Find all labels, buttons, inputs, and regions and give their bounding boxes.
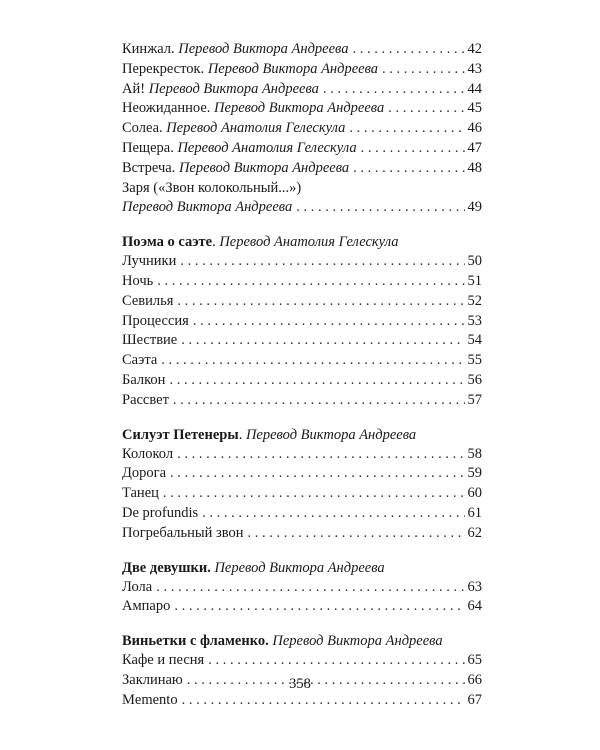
entry-page: 48: [467, 159, 482, 176]
entry-title: Кафе и песня: [122, 652, 205, 669]
toc-entry: [122, 691, 482, 711]
entry-title: Неожиданное.: [122, 100, 211, 117]
entry-page: 56: [467, 371, 482, 388]
dot-leader: [323, 80, 465, 100]
section-heading: [122, 631, 482, 651]
entry-title: Дорога: [122, 465, 167, 482]
toc-entry: [122, 272, 482, 292]
toc-entry: [122, 292, 482, 312]
dot-leader: [182, 691, 465, 711]
dot-leader: [170, 464, 464, 484]
section-heading: [122, 558, 482, 578]
section-translator: Перевод Виктора Андреева: [245, 426, 417, 443]
dot-leader: [180, 252, 464, 272]
entry-title: Кинжал.: [122, 41, 175, 57]
toc-entry: [122, 445, 482, 465]
entry-page: 46: [467, 120, 482, 137]
dot-leader: [157, 272, 464, 292]
entry-title: Заклинаю: [122, 671, 183, 688]
entry-translator: Перевод Виктора Андреева: [148, 80, 319, 97]
dot-leader: [208, 651, 464, 671]
toc-entry: [122, 351, 482, 371]
entry-title: Встреча.: [122, 159, 176, 176]
entry-page: 52: [467, 292, 482, 309]
toc-entry: [122, 60, 482, 80]
toc-entry: [122, 331, 482, 351]
dot-leader: [202, 504, 464, 524]
entry-title: Лучники: [122, 253, 177, 270]
dot-leader: [177, 445, 464, 465]
entry-page: 44: [467, 80, 482, 97]
entry-title: Лола: [122, 578, 153, 595]
entry-page: 62: [467, 524, 482, 541]
entry-title: Рассвет: [122, 391, 169, 408]
section-heading: Силуэт Петенеры. Перевод Виктора Андреева: [122, 426, 417, 443]
dot-leader: [248, 524, 465, 544]
section-title: Две девушки.: [122, 559, 211, 576]
toc-entry: [122, 651, 482, 671]
entry-translator: Перевод Виктора Андреева: [207, 60, 379, 77]
toc-entry: [122, 99, 482, 119]
entry-title: De profundis: [122, 504, 199, 521]
entry-page: 54: [467, 332, 482, 349]
dot-leader: [163, 484, 465, 504]
dot-leader: [296, 198, 464, 218]
toc-entry: [122, 484, 482, 504]
entry-page: 50: [467, 253, 482, 270]
entry-title: Ночь: [122, 272, 154, 289]
toc-entry: [122, 159, 482, 179]
toc-entry: [122, 312, 482, 332]
dot-leader: [388, 99, 464, 119]
entry-page: 55: [467, 352, 482, 369]
dot-leader: [156, 578, 464, 598]
toc-entry: [122, 80, 482, 100]
toc-entry-wrapped: [122, 198, 482, 218]
dot-leader: [353, 159, 464, 179]
entry-page: 59: [467, 465, 482, 482]
entry-page: 49: [467, 199, 482, 216]
entry-translator: Перевод Виктора Андреева: [214, 100, 385, 117]
toc-entry: [122, 40, 482, 60]
section-title: Поэма о саэте: [122, 234, 213, 251]
entry-title: Погребальный звон: [122, 524, 244, 541]
entry-title: Шествие: [122, 332, 178, 349]
dot-leader: [181, 331, 464, 351]
entry-title: Пещера.: [122, 139, 174, 156]
dot-leader: [174, 597, 464, 617]
toc-entry: [122, 139, 482, 159]
entry-title: Саэта: [122, 352, 158, 369]
entry-translator: Перевод Виктора Андреева: [178, 41, 349, 57]
entry-page: 42: [467, 41, 482, 57]
entry-translator: Перевод Виктора Андреева: [122, 199, 293, 216]
toc-entry: [122, 578, 482, 598]
dot-leader: [169, 371, 464, 391]
dot-leader: [173, 391, 465, 411]
toc-entry: [122, 391, 482, 411]
entry-page: 63: [467, 578, 482, 595]
dot-leader: [161, 351, 464, 371]
page-number: 358: [289, 676, 311, 692]
toc-entry-wrapped-title: [122, 179, 482, 199]
section-title: Виньетки с фламенко.: [122, 633, 269, 650]
section-translator: Перевод Виктора Андреева: [214, 559, 385, 576]
dot-leader: [349, 119, 464, 139]
entry-title: Заря («Звон колокольный...»): [122, 179, 302, 196]
entry-title: Процессия: [122, 312, 189, 329]
entry-page: 66: [467, 671, 482, 688]
entry-page: 61: [467, 504, 482, 521]
entry-page: 47: [467, 139, 482, 156]
entry-title: Ай!: [122, 80, 146, 97]
toc-entry: [122, 464, 482, 484]
dot-leader: [352, 40, 464, 60]
entry-page: 65: [467, 652, 482, 669]
toc-entry: [122, 597, 482, 617]
toc-entry: [122, 524, 482, 544]
entry-title: Колокол: [122, 445, 174, 462]
entry-title: Солеа.: [122, 120, 163, 137]
entry-page: 64: [467, 598, 482, 615]
entry-title: Перекресток.: [122, 60, 205, 77]
entry-title: Балкон: [122, 371, 166, 388]
dot-leader: [193, 312, 465, 332]
entry-page: 58: [467, 445, 482, 462]
section-translator: Перевод Анатолия Гелескула: [219, 234, 399, 251]
entry-page: 53: [467, 312, 482, 329]
dot-leader: [177, 292, 464, 312]
section-heading: Поэма о саэте. Перевод Анатолия Гелескула: [122, 234, 399, 251]
entry-title: Севилья: [122, 292, 174, 309]
dot-leader: [382, 60, 464, 80]
entry-page: 43: [467, 60, 482, 77]
toc-entry: [122, 119, 482, 139]
table-of-contents: [122, 40, 482, 711]
section-title: Силуэт Петенеры: [122, 426, 239, 443]
entry-page: 57: [467, 391, 482, 408]
toc-entry: [122, 252, 482, 272]
entry-title: Танец: [122, 485, 159, 502]
entry-translator: Перевод Анатолия Гелескула: [177, 139, 357, 156]
dot-leader: [361, 139, 465, 159]
entry-translator: Перевод Анатолия Гелескула: [166, 120, 346, 137]
entry-page: 45: [467, 100, 482, 117]
entry-title: Memento: [122, 691, 178, 708]
toc-entry: [122, 504, 482, 524]
entry-translator: Перевод Виктора Андреева: [178, 159, 350, 176]
toc-entry: [122, 371, 482, 391]
entry-page: 51: [467, 272, 482, 289]
entry-page: 60: [467, 485, 482, 502]
entry-page: 67: [467, 691, 482, 708]
entry-title: Ампаро: [122, 598, 171, 615]
section-translator: Перевод Виктора Андреева: [272, 633, 443, 650]
